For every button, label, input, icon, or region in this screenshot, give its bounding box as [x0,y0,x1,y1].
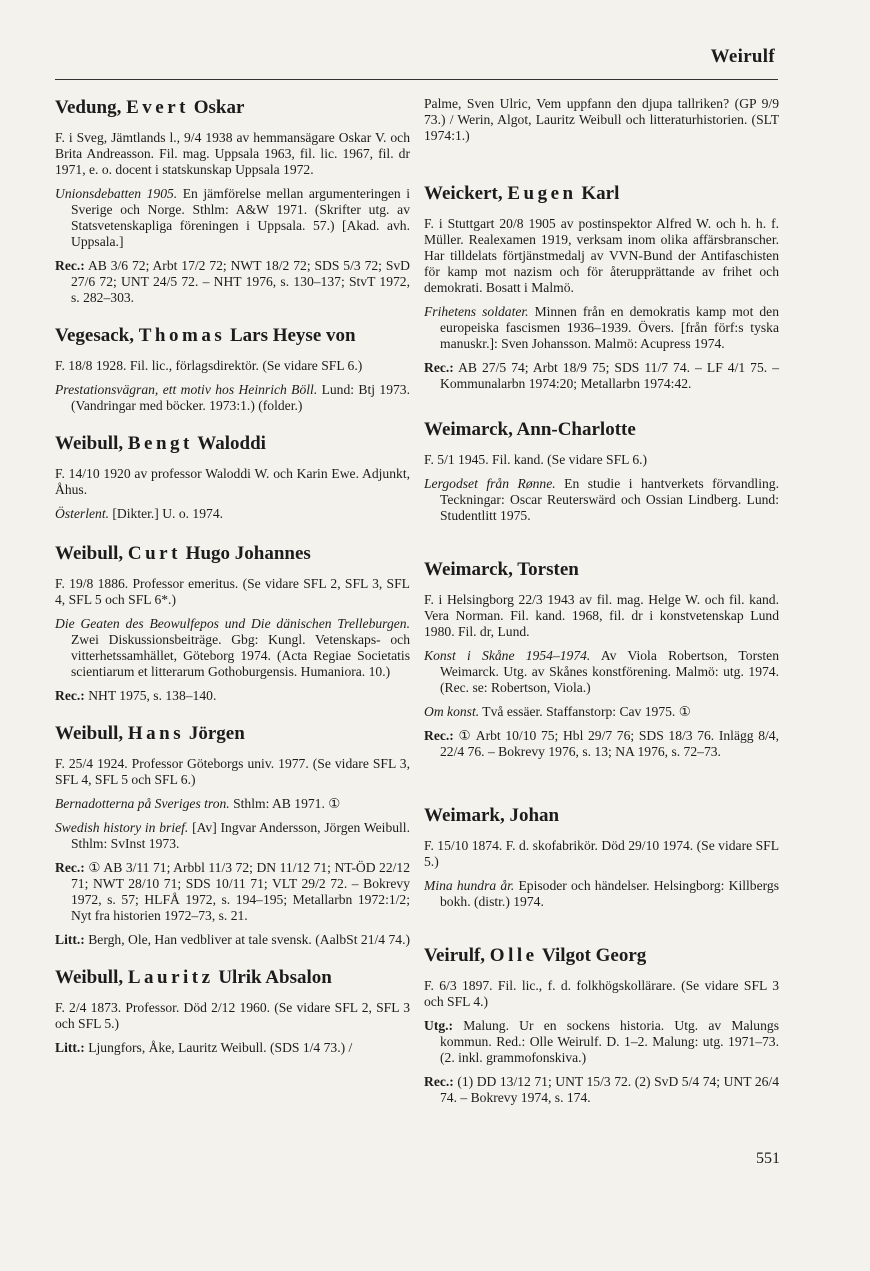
entry-weibull-curt [55,542,410,704]
bio-paragraph: F. 2/4 1873. Professor. Död 2/12 1960. (Se vidare SFL 2, SFL 3 och SFL 5.) [55,1000,410,1031]
entry-weimark-johan [424,804,779,910]
work-paragraph: Lergodset från Rønne. En studie i hantverkets förvandling. Teckningar: Oscar Reuterswärd och Ossian Lindberg. Lund: Studentlitt 1975. [424,476,779,523]
bio-paragraph: F. i Helsingborg 22/3 1943 av fil. mag. Helge W. och fil. kand. Vera Norman. Fil. kand. 1968, fil. dr i konstvetenskap Lund 1980. Fil. dr, Lund. [424,592,779,639]
bio-paragraph: F. 25/4 1924. Professor Göteborgs univ. 1977. (Se vidare SFL 3, SFL 4, SFL 5 och SFL 6.) [55,756,410,787]
work-paragraph: Bernadotterna på Sveriges tron. Sthlm: AB 1971. ① [55,796,341,811]
entry-vedung [55,96,410,306]
bio-paragraph: F. 15/10 1874. F. d. skofabrikör. Död 29/10 1974. (Se vidare SFL 5.) [424,838,779,869]
entry-heading: Vedung, Evert Oskar [55,97,245,118]
work-paragraph: Frihetens soldater. Minnen från en demokratis kamp mot den europeiska fascismen 1936–1939. Övers. [från förf:s tyska manuskr.]: Sven Johansson. Malmö: Acupress 1974. [424,304,779,351]
entry-heading: Weimark, Johan [424,805,560,826]
bio-paragraph: F. 6/3 1897. Fil. lic., f. d. folkhögskollärare. (Se vidare SFL 3 och SFL 4.) [424,978,779,1009]
entry-heading: Vegesack, Thomas Lars Heyse von [55,325,356,346]
entry-weibull-lauritz-continued [424,96,779,144]
work-paragraph: Mina hundra år. Episoder och händelser. Helsingborg: Killbergs bokh. (distr.) 1974. [424,878,779,909]
bio-paragraph: F. 18/8 1928. Fil. lic., förlagsdirektör. (Se vidare SFL 6.) [55,358,363,373]
work-paragraph: Die Geaten des Beowulfepos und Die dänischen Trelleburgen. Zwei Diskussionsbeiträge. Gbg: Kungl. Vetenskaps- och vitterhetssamhället, Göteborg 1974. (Acta Regiae Societatis scientiarum et litterarum Gothoburgensis. Humaniora. 10.) [55,616,410,679]
bio-paragraph: F. 5/1 1945. Fil. kand. (Se vidare SFL 6.) [424,452,648,467]
entry-heading: Weibull, Lauritz Ulrik Absalon [55,967,332,988]
entry-heading: Weibull, Bengt Waloddi [55,433,266,454]
entry-heading: Weimarck, Torsten [424,559,579,580]
entry-weickert [424,182,779,392]
literature-continuation: Palme, Sven Ulric, Vem uppfann den djupa tallriken? (GP 9/9 73.) / Werin, Algot, Lauritz Weibull och litteraturhistorien. (SLT 1974:1.) [424,96,779,143]
work-paragraph: Swedish history in brief. [Av] Ingvar Andersson, Jörgen Weibull. Sthlm: SvInst 1973. [55,820,410,851]
entry-weibull-hans [55,722,410,948]
work-paragraph: Österlent. [Dikter.] U. o. 1974. [55,506,224,521]
left-column [55,96,410,1078]
entry-weimarck-torsten [424,558,779,760]
page-number: 551 [756,1150,780,1167]
review-paragraph: Rec.: NHT 1975, s. 138–140. [55,688,217,703]
entry-vegesack [55,324,410,414]
bio-paragraph: F. 14/10 1920 av professor Waloddi W. och Karin Ewe. Adjunkt, Åhus. [55,466,410,497]
entry-heading: Weibull, Curt Hugo Johannes [55,543,311,564]
review-paragraph: Rec.: (1) DD 13/12 71; UNT 15/3 72. (2) SvD 5/4 74; UNT 26/4 74. – Bokrevy 1974, s. 174. [424,1074,779,1105]
literature-paragraph: Litt.: Bergh, Ole, Han vedbliver at tale svensk. (AalbSt 21/4 74.) [55,932,411,947]
literature-paragraph: Litt.: Ljungfors, Åke, Lauritz Weibull. (SDS 1/4 73.) / [55,1040,353,1055]
work-paragraph: Om konst. Två essäer. Staffanstorp: Cav 1975. ① [424,704,691,719]
entry-weibull-bengt [55,432,410,522]
header-rule [55,79,778,80]
right-column [424,96,779,1128]
running-head: Weirulf [710,46,775,67]
entry-weimarck-ann-charlotte [424,418,779,524]
bio-paragraph: F. 19/8 1886. Professor emeritus. (Se vidare SFL 2, SFL 3, SFL 4, SFL 5 och SFL 6*.) [55,576,410,607]
review-paragraph: Rec.: AB 27/5 74; Arbt 18/9 75; SDS 11/7 74. – LF 4/1 75. – Kommunalarbn 1974:20; Metallarbn 1974:42. [424,360,779,391]
work-paragraph: Konst i Skåne 1954–1974. Av Viola Robertson, Torsten Weimarck. Utg. av Skånes konstförening. Malmö: utg. 1974. (Rec. se: Robertson, Viola.) [424,648,779,695]
entry-heading: Weickert, Eugen Karl [424,183,620,204]
bio-paragraph: F. i Sveg, Jämtlands l., 9/4 1938 av hemmansägare Oskar V. och Brita Andreasson. Fil. mag. Uppsala 1963, fil. lic. 1967, fil. dr 1971, e. o. docent i statskunskap Uppsala 1972. [55,130,410,177]
entry-weibull-lauritz [55,966,410,1056]
review-paragraph: Rec.: AB 3/6 72; Arbt 17/2 72; NWT 18/2 72; SDS 5/3 72; SvD 27/6 72; UNT 24/5 72. – NHT 1976, s. 130–137; StvT 1972, s. 282–303. [55,258,410,305]
bio-paragraph: F. i Stuttgart 20/8 1905 av postinspektor Alfred W. och h. h. f. Müller. Realexamen 1919, verksam inom olika affärsbranscher. Har tilldelats förtjänstmedalj av VVN-Bund der Antifaschisten för kamp mot nazism och för återupprättande av frihet och demokrati. Bosatt i Malmö. [424,216,779,295]
work-paragraph: Prestationsvägran, ett motiv hos Heinrich Böll. Lund: Btj 1973. (Vandringar med böcker. 1973:1.) (folder.) [55,382,410,413]
entry-veirulf-olle [424,944,779,1106]
review-paragraph: Rec.: ① AB 3/11 71; Arbbl 11/3 72; DN 11/12 71; NT-ÖD 22/12 71; NWT 28/10 71; SDS 10/11 71; VLT 29/2 72. – Bokrevy 1972, s. 57; HLFÅ 1972, s. 194–195; Metallarbn 1972:1/2; Nyt fra historien 1972–73, s. 21. [55,860,410,923]
review-paragraph: Rec.: ① Arbt 10/10 75; Hbl 29/7 76; SDS 18/3 76. Inlägg 8/4, 22/4 76. – Bokrevy 1976, s. 13; NA 1976, s. 72–73. [424,728,779,759]
edited-works-paragraph: Utg.: Malung. Ur en sockens historia. Utg. av Malungs kommun. Red.: Olle Weirulf. D. 1–2. Malung: utg. 1971–73. (2. inkl. grammofonskiva.) [424,1018,779,1065]
entry-heading: Weibull, Hans Jörgen [55,723,245,744]
entry-heading: Weimarck, Ann-Charlotte [424,419,636,440]
entry-heading: Veirulf, Olle Vilgot Georg [424,945,647,966]
work-paragraph: Unionsdebatten 1905. En jämförelse mellan argumenteringen i Sverige och Norge. Sthlm: A&W 1971. (Skrifter utg. av Statsvetenskapliga föreningen i Uppsala. 57.) [Akad. avh. Uppsala.] [55,186,410,249]
